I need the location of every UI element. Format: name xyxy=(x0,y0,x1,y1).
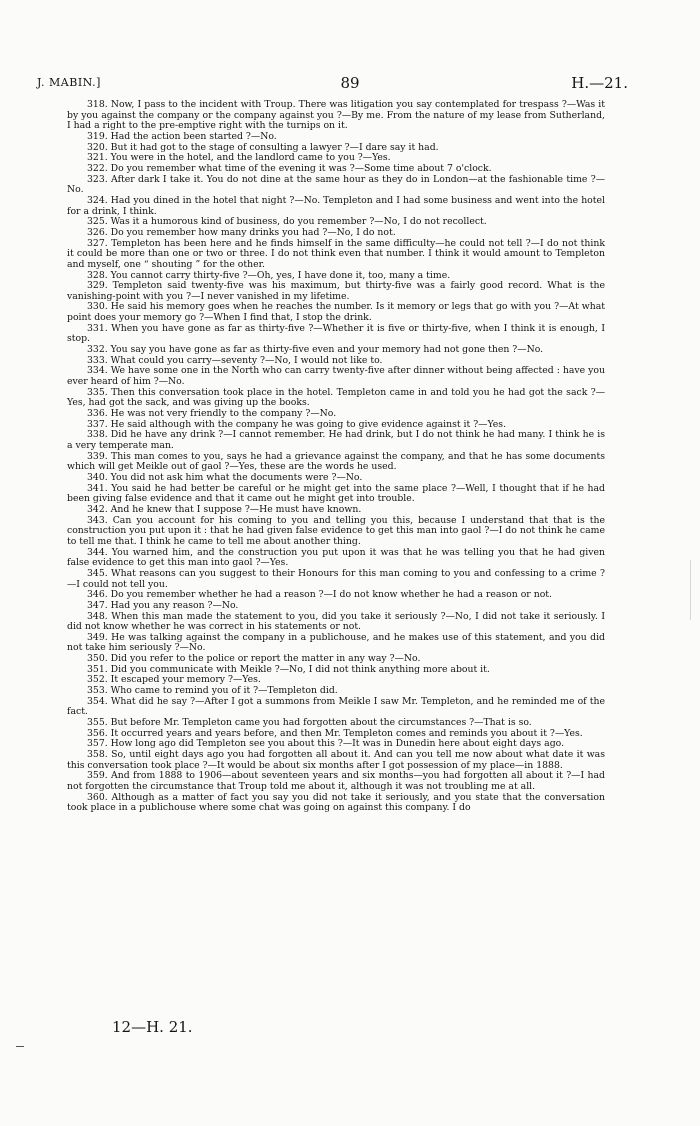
question-answer-paragraph: 320. But it had got to the stage of consulting a lawyer ?—I dare say it had. xyxy=(87,141,439,153)
question-answer-paragraph: 328. You cannot carry thirty-five ?—Oh, yes, I have done it, too, many a time. xyxy=(87,269,451,281)
question-answer-paragraph: 343. Can you account for his coming to you and telling you this, because I understand that that is the construction you put upon it : that he had given false evidence to get this man into gaol ?—I do not think he came to tell me that. I think he came to tell me about another thing. xyxy=(67,514,605,547)
question-answer-paragraph: 318. Now, I pass to the incident with Troup. There was litigation you say contemplated for trespass ?—Was it by you against the company or the company against you ?—By me. From the nature of my lease from Sutherland, I had a right to the pre-emptive right with the turnips on it. xyxy=(67,99,605,132)
question-answer-paragraph: 345. What reasons can you suggest to their Honours for this man coming to you and confessing to a crime ?—I could not tell you. xyxy=(67,567,605,590)
printer-signature: 12—H. 21. xyxy=(112,1018,193,1036)
question-answer-paragraph: 339. This man comes to you, says he had a grievance against the company, and that he has some documents which will get Meikle out of gaol ?—Yes, these are the words he used. xyxy=(67,450,605,473)
question-answer-paragraph: 319. Had the action been started ?—No. xyxy=(87,130,277,142)
margin-mark xyxy=(16,1046,24,1047)
paper-reference: H.—21. xyxy=(571,74,628,92)
question-answer-paragraph: 336. He was not very friendly to the company ?—No. xyxy=(87,408,337,420)
question-answer-paragraph: 338. Did he have any drink ?—I cannot remember. He had drink, but I do not think he had many. I think he is a very temperate man. xyxy=(67,429,605,451)
question-answer-paragraph: 323. After dark I take it. You do not dine at the same hour as they do in London—at the fashionable time ?—No. xyxy=(67,173,605,196)
question-answer-paragraph: 346. Do you remember whether he had a reason ?—I do not know whether he had a reason or not. xyxy=(87,589,552,601)
question-answer-paragraph: 354. What did he say ?—After I got a summons from Meikle I saw Mr. Templeton, and he reminded me of the fact. xyxy=(67,695,605,718)
question-answer-paragraph: 330. He said his memory goes when he reaches the number. Is it memory or legs that go with you ?—At what point does your memory go ?—When I find that, I stop the drink. xyxy=(67,301,605,324)
question-answer-paragraph: 332. You say you have gone as far as thirty-five even and your memory had not gone then ?—No. xyxy=(87,344,544,356)
question-answer-paragraph: 333. What could you carry—seventy ?—No, I would not like to. xyxy=(87,354,383,366)
question-answer-paragraph: 325. Was it a humorous kind of business, do you remember ?—No, I do not recollect. xyxy=(87,216,487,228)
question-answer-paragraph: 326. Do you remember how many drinks you had ?—No, I do not. xyxy=(87,226,396,238)
question-answer-paragraph: 341. You said he had better be careful or he might get into the same place ?—Well, I thought that if he had been giving false evidence and that it came out he might get into trouble. xyxy=(67,482,605,505)
question-answer-paragraph: 322. Do you remember what time of the evening it was ?—Some time about 7 o'clock. xyxy=(87,162,492,174)
evidence-body xyxy=(67,100,605,814)
page-number: 89 xyxy=(340,74,360,92)
question-answer-paragraph: 342. And he knew that I suppose ?—He must have known. xyxy=(87,503,362,515)
question-answer-paragraph: 335. Then this conversation took place in the hotel. Templeton came in and told you he had got the sack ?—Yes, had got the sack, and was giving up the books. xyxy=(67,386,605,409)
question-answer-paragraph: 350. Did you refer to the police or report the matter in any way ?—No. xyxy=(87,653,421,665)
question-answer-paragraph: 337. He said although with the company he was going to give evidence against it ?—Yes. xyxy=(87,418,507,430)
question-answer-paragraph: 347. Had you any reason ?—No. xyxy=(87,599,239,611)
question-answer-paragraph: 352. It escaped your memory ?—Yes. xyxy=(87,674,261,686)
question-answer-paragraph: 357. How long ago did Templeton see you about this ?—It was in Dunedin here about eight days ago. xyxy=(87,738,565,750)
question-answer-paragraph: 349. He was talking against the company in a publichouse, and he makes use of this statement, and you did not take him seriously ?—No. xyxy=(67,631,605,654)
question-answer-paragraph: 340. You did not ask him what the documents were ?—No. xyxy=(87,471,363,483)
question-answer-paragraph: 344. You warned him, and the construction you put upon it was that he was telling you that he had given false evidence to get this man into gaol ?—Yes. xyxy=(67,546,605,569)
question-answer-paragraph: 331. When you have gone as far as thirty-five ?—Whether it is five or thirty-five, when I think it is enough, I stop. xyxy=(67,322,605,345)
question-answer-paragraph: 355. But before Mr. Templeton came you had forgotten about the circumstances ?—That is so. xyxy=(87,717,532,729)
question-answer-paragraph: 360. Although as a matter of fact you say you did not take it seriously, and you state that the conversation took place in a publichouse where some chat was going on against this company. I do xyxy=(67,791,605,814)
running-header-witness: J. MABIN.] xyxy=(37,76,101,89)
question-answer-paragraph: 327. Templeton has been here and he finds himself in the same difficulty—he could not tell ?—I do not think it could be more than one or two or three. I do not think even that number. I think it would amount to Templeton and myself, one “ shouting ” for the other. xyxy=(67,237,605,270)
scan-artifact xyxy=(690,560,691,620)
question-answer-paragraph: 334. We have some one in the North who can carry twenty-five after dinner without being affected : have you ever heard of him ?—No. xyxy=(67,365,605,388)
question-answer-paragraph: 329. Templeton said twenty-five was his maximum, but thirty-five was a fairly good record. What is the vanishing-point with you ?—I never vanished in my lifetime. xyxy=(67,280,605,302)
question-answer-paragraph: 353. Who came to remind you of it ?—Templeton did. xyxy=(87,685,338,697)
question-answer-paragraph: 351. Did you communicate with Meikle ?—No, I did not think anything more about it. xyxy=(87,663,490,675)
question-answer-paragraph: 324. Had you dined in the hotel that night ?—No. Templeton and I had some business and went into the hotel for a drink, I think. xyxy=(67,194,605,217)
question-answer-paragraph: 358. So, until eight days ago you had forgotten all about it. And can you tell me now about what date it was this conversation took place ?—It would be about six months after I got possession of my place—in 1888. xyxy=(67,749,605,771)
question-answer-paragraph: 348. When this man made the statement to you, did you take it seriously ?—No, I did not take it seriously. I did not know whether he was correct in his statements or not. xyxy=(67,610,605,633)
question-answer-paragraph: 359. And from 1888 to 1906—about seventeen years and six months—you had forgotten all about it ?—I had not forgotten the circumstance that Troup told me about it, although it was not troubling me at all. xyxy=(67,770,605,792)
question-answer-paragraph: 321. You were in the hotel, and the landlord came to you ?—Yes. xyxy=(87,152,391,164)
question-answer-paragraph: 356. It occurred years and years before, and then Mr. Templeton comes and reminds you about it ?—Yes. xyxy=(87,727,583,739)
